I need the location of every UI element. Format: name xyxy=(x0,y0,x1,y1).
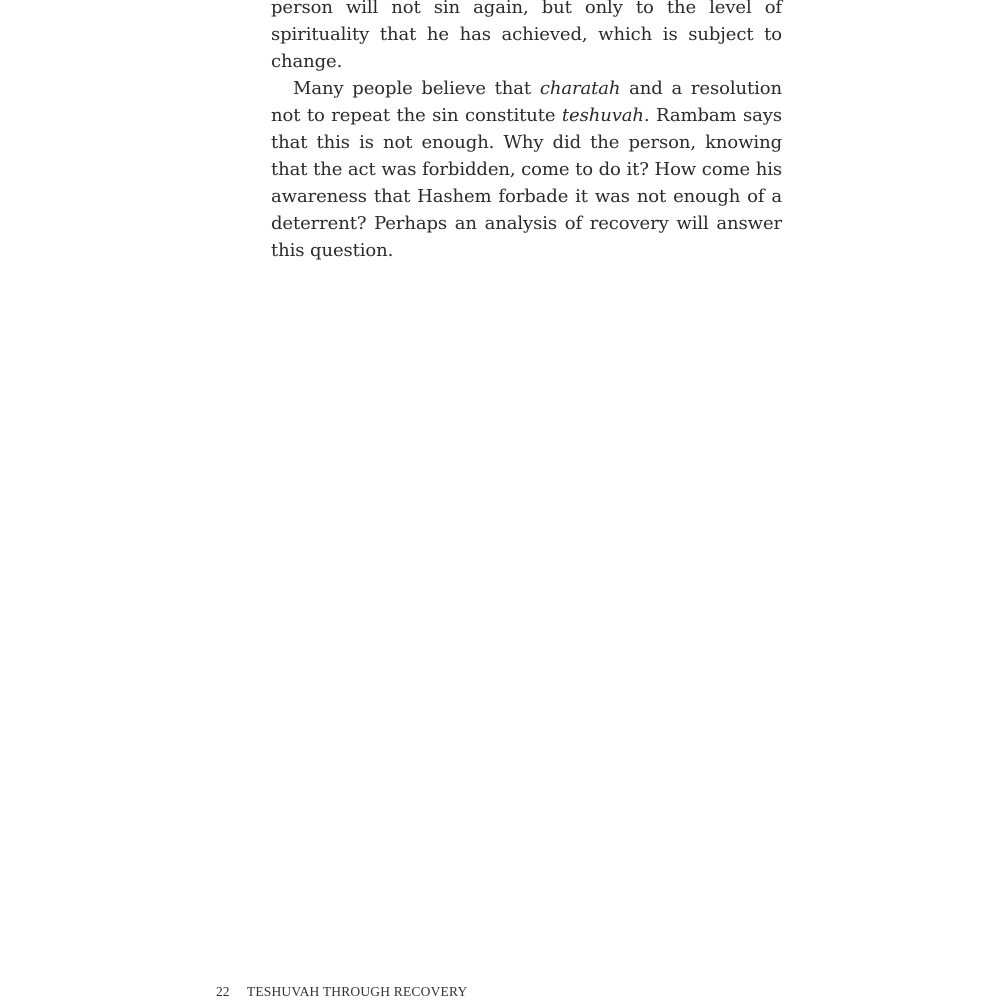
body-text xyxy=(271,0,782,264)
page-number: 22 xyxy=(216,984,230,999)
paragraph xyxy=(271,75,782,264)
italic-term-charatah: charatah xyxy=(539,78,621,99)
running-head: TESHUVAH THROUGH RECOVERY xyxy=(246,984,468,999)
paragraph-text: and a resolution not to repeat the sin constitute xyxy=(271,78,782,126)
paragraph-text: Many people believe that xyxy=(293,78,540,99)
italic-term-teshuvah: teshuvah xyxy=(561,105,644,126)
paragraph-text: . Rambam says that this is not enough. Why did the person, knowing that the act was forbidden, come to do it? How come his awareness that Hashem forbade it was not enough of a deterrent? Perhaps an analysis of recovery will answer this question. xyxy=(271,105,782,261)
page-footer xyxy=(216,984,467,1000)
paragraph-continuation: person will not sin again, but only to the level of spirituality that he has achieved, which is subject to change. xyxy=(271,0,782,72)
